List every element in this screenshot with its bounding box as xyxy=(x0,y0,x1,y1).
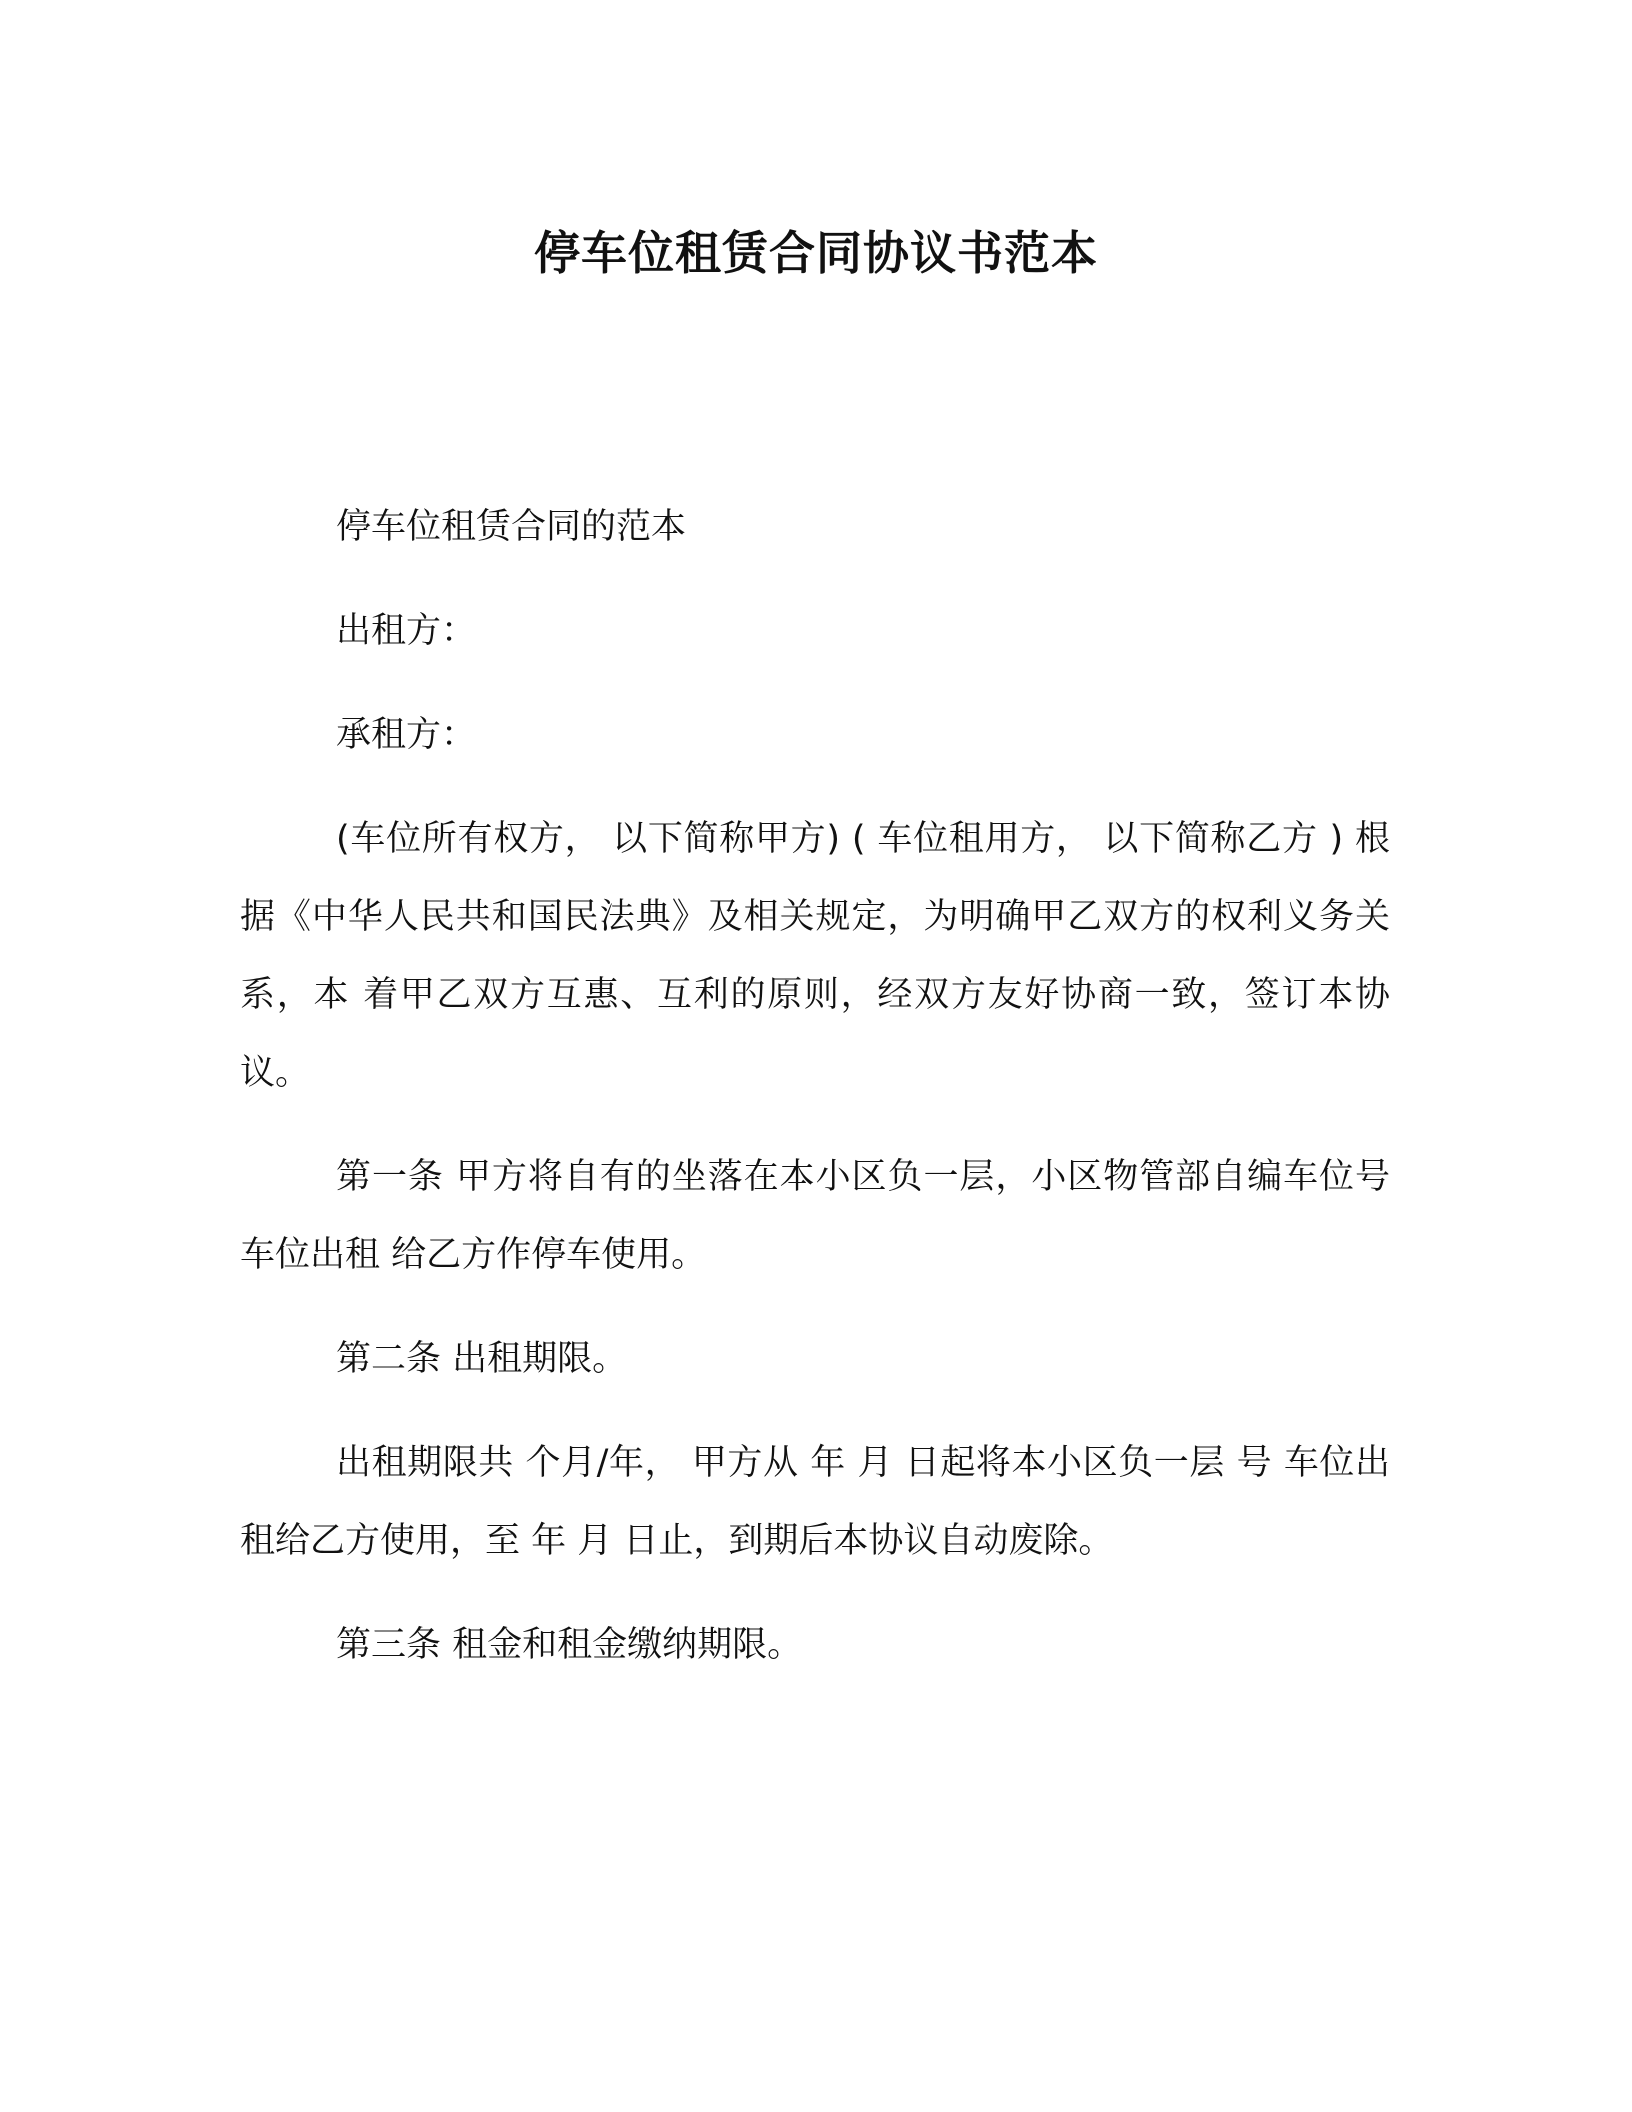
paragraph-article-2-body: 出租期限共 个月/年， 甲方从 年 月 日起将本小区负一层 号 车位出租给乙方使用，至 年 月 日止，到期后本协议自动废除。 xyxy=(240,1443,1390,1561)
paragraph-lessee: 承租方： xyxy=(336,715,477,755)
paragraph-subtitle: 停车位租赁合同的范本 xyxy=(336,507,687,547)
paragraph-article-1: 第一条 甲方将自有的坐落在本小区负一层，小区物管部自编车位号 车位出租 给乙方作停车使用。 xyxy=(240,1157,1390,1275)
paragraph-article-2-heading: 第二条 出租期限。 xyxy=(336,1339,628,1379)
document-title: 停车位租赁合同协议书范本 xyxy=(534,226,1098,280)
paragraph-lessor: 出租方： xyxy=(336,611,477,651)
document-body xyxy=(240,488,1390,1710)
paragraph-preamble: (车位所有权方， 以下简称甲方) ( 车位租用方， 以下简称乙方 ) 根据《中华人民共和国民法典》及相关规定，为明确甲乙双方的权利义务关系，本 着甲乙双方互惠、互利的原则，经双方友好协商一致，签订本协议。 xyxy=(240,819,1390,1093)
paragraph-article-3-heading: 第三条 租金和租金缴纳期限。 xyxy=(336,1625,803,1665)
